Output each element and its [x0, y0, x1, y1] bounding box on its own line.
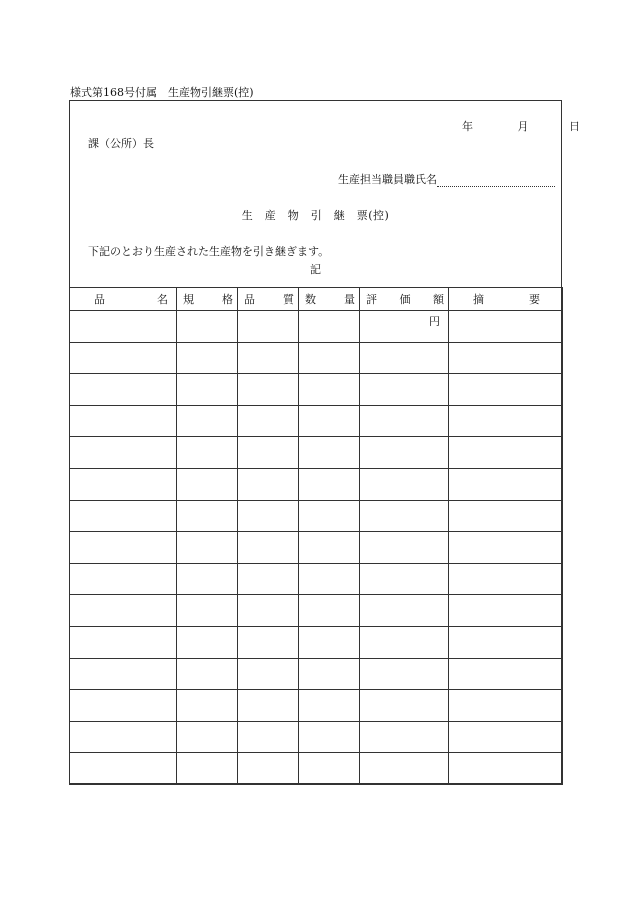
cell-quality[interactable]	[238, 374, 299, 406]
cell-item-name[interactable]	[70, 626, 177, 658]
cell-quality[interactable]	[238, 405, 299, 437]
cell-remarks[interactable]	[449, 311, 563, 343]
officer-name-field[interactable]	[437, 174, 555, 187]
document-title: 生 産 物 引 継 票(控)	[241, 209, 390, 222]
cell-quantity[interactable]	[299, 374, 360, 406]
table-header-row	[70, 288, 563, 311]
cell-valuation[interactable]	[360, 658, 449, 690]
cell-quality[interactable]	[238, 753, 299, 785]
table-row	[70, 468, 563, 500]
cell-item-name[interactable]	[70, 342, 177, 374]
date-month: 月	[517, 120, 529, 133]
cell-spec[interactable]	[177, 690, 238, 722]
cell-quality[interactable]	[238, 690, 299, 722]
cell-valuation[interactable]	[360, 500, 449, 532]
date-year: 年	[462, 120, 473, 133]
cell-remarks[interactable]	[449, 626, 563, 658]
table-row	[70, 405, 563, 437]
cell-quantity[interactable]	[299, 690, 360, 722]
cell-quality[interactable]	[238, 437, 299, 469]
table-row	[70, 500, 563, 532]
cell-quality[interactable]	[238, 500, 299, 532]
cell-spec[interactable]	[177, 563, 238, 595]
cell-spec[interactable]	[177, 374, 238, 406]
cell-remarks[interactable]	[449, 690, 563, 722]
cell-quantity[interactable]	[299, 626, 360, 658]
table-row	[70, 437, 563, 469]
cell-item-name[interactable]	[70, 690, 177, 722]
header-valuation: 評 価 額	[360, 288, 449, 311]
cell-quality[interactable]	[238, 563, 299, 595]
cell-quality[interactable]	[238, 658, 299, 690]
cell-quantity[interactable]	[299, 311, 360, 343]
cell-remarks[interactable]	[449, 532, 563, 564]
cell-quantity[interactable]	[299, 563, 360, 595]
date-day: 日	[569, 120, 580, 133]
cell-quantity[interactable]	[299, 595, 360, 627]
items-table	[69, 287, 563, 785]
cell-item-name[interactable]	[70, 437, 177, 469]
table-row	[70, 753, 563, 785]
table-row	[70, 374, 563, 406]
cell-item-name[interactable]	[70, 374, 177, 406]
cell-spec[interactable]	[177, 437, 238, 469]
header-quantity: 数 量	[299, 288, 360, 311]
form-caption: 様式第168号付属 生産物引継票(控)	[70, 86, 254, 99]
cell-item-name[interactable]	[70, 753, 177, 785]
cell-item-name[interactable]	[70, 405, 177, 437]
cell-quantity[interactable]	[299, 721, 360, 753]
cell-valuation[interactable]	[360, 405, 449, 437]
cell-item-name[interactable]	[70, 563, 177, 595]
table-row	[70, 311, 563, 343]
cell-quality[interactable]	[238, 468, 299, 500]
cell-remarks[interactable]	[449, 342, 563, 374]
cell-spec[interactable]	[177, 342, 238, 374]
cell-remarks[interactable]	[449, 405, 563, 437]
header-spec: 規 格	[177, 288, 238, 311]
cell-spec[interactable]	[177, 500, 238, 532]
table-row	[70, 690, 563, 722]
header-item-name: 品 名	[70, 288, 177, 311]
cell-spec[interactable]	[177, 468, 238, 500]
table-row	[70, 342, 563, 374]
body-text: 下記のとおり生産された生産物を引き継ぎます。	[88, 245, 330, 258]
cell-valuation[interactable]	[360, 437, 449, 469]
cell-quantity[interactable]	[299, 753, 360, 785]
cell-item-name[interactable]	[70, 311, 177, 343]
cell-spec[interactable]	[177, 311, 238, 343]
cell-item-name[interactable]	[70, 500, 177, 532]
cell-valuation[interactable]	[360, 311, 449, 343]
cell-remarks[interactable]	[449, 721, 563, 753]
ki-marker: 記	[310, 263, 321, 276]
cell-valuation[interactable]	[360, 374, 449, 406]
table-row	[70, 532, 563, 564]
form-frame	[69, 100, 580, 784]
cell-quantity[interactable]	[299, 468, 360, 500]
table-row	[70, 721, 563, 753]
cell-spec[interactable]	[177, 595, 238, 627]
cell-valuation[interactable]	[360, 721, 449, 753]
cell-valuation[interactable]	[360, 690, 449, 722]
addressee: 課（公所）長	[88, 137, 154, 150]
header-remarks: 摘 要	[449, 288, 563, 311]
cell-spec[interactable]	[177, 626, 238, 658]
cell-valuation[interactable]	[360, 342, 449, 374]
cell-valuation[interactable]	[360, 563, 449, 595]
cell-valuation[interactable]	[360, 753, 449, 785]
table-row	[70, 595, 563, 627]
cell-quality[interactable]	[238, 311, 299, 343]
header-quality: 品 質	[238, 288, 299, 311]
cell-item-name[interactable]	[70, 658, 177, 690]
cell-remarks[interactable]	[449, 595, 563, 627]
cell-spec[interactable]	[177, 532, 238, 564]
yen-unit: 円	[429, 315, 440, 328]
officer-line	[338, 171, 555, 187]
table-row	[70, 626, 563, 658]
cell-quality[interactable]	[238, 721, 299, 753]
cell-quality[interactable]	[238, 342, 299, 374]
cell-remarks[interactable]	[449, 468, 563, 500]
table-row	[70, 563, 563, 595]
cell-remarks[interactable]	[449, 437, 563, 469]
cell-remarks[interactable]	[449, 753, 563, 785]
cell-quantity[interactable]	[299, 405, 360, 437]
cell-quality[interactable]	[238, 626, 299, 658]
cell-quality[interactable]	[238, 595, 299, 627]
cell-remarks[interactable]	[449, 374, 563, 406]
table-row	[70, 658, 563, 690]
cell-valuation[interactable]	[360, 595, 449, 627]
cell-spec[interactable]	[177, 753, 238, 785]
cell-quantity[interactable]	[299, 342, 360, 374]
cell-spec[interactable]	[177, 405, 238, 437]
cell-quantity[interactable]	[299, 658, 360, 690]
cell-quantity[interactable]	[299, 532, 360, 564]
cell-spec[interactable]	[177, 721, 238, 753]
cell-valuation[interactable]	[360, 468, 449, 500]
cell-item-name[interactable]	[70, 468, 177, 500]
cell-remarks[interactable]	[449, 500, 563, 532]
cell-quality[interactable]	[238, 532, 299, 564]
officer-label: 生産担当職員職氏名	[338, 173, 437, 186]
cell-item-name[interactable]	[70, 721, 177, 753]
date-line	[462, 118, 580, 134]
cell-valuation[interactable]	[360, 532, 449, 564]
cell-item-name[interactable]	[70, 595, 177, 627]
cell-remarks[interactable]	[449, 563, 563, 595]
cell-quantity[interactable]	[299, 437, 360, 469]
cell-spec[interactable]	[177, 658, 238, 690]
cell-remarks[interactable]	[449, 658, 563, 690]
cell-valuation[interactable]	[360, 626, 449, 658]
cell-quantity[interactable]	[299, 500, 360, 532]
cell-item-name[interactable]	[70, 532, 177, 564]
